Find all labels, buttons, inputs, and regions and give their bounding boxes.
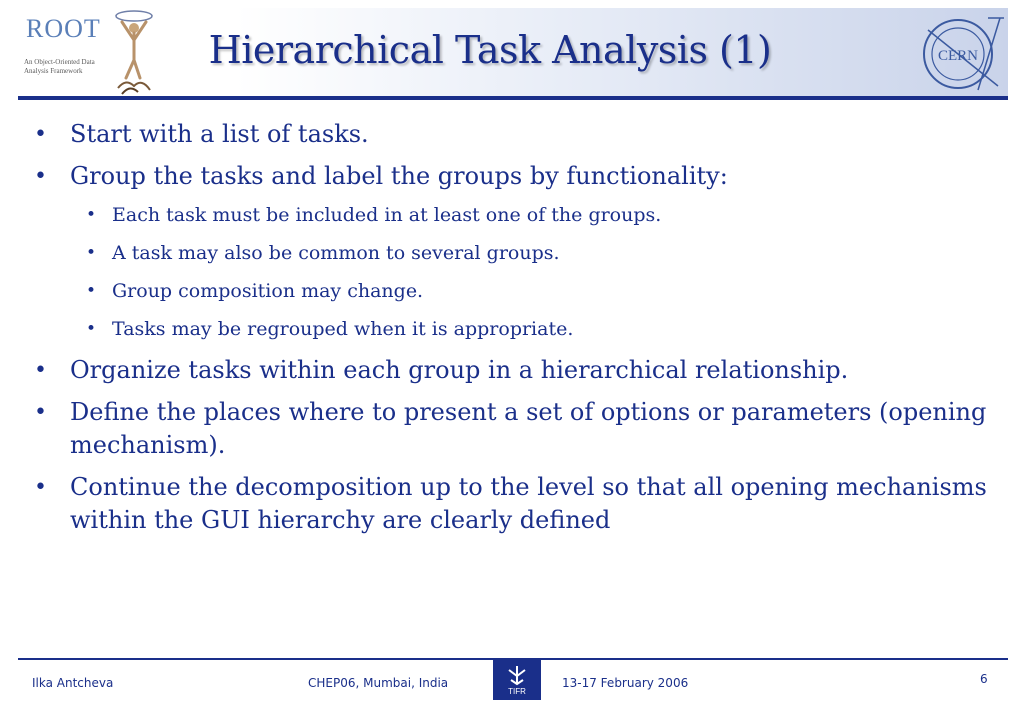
root-logo <box>18 8 158 96</box>
root-figure-icon <box>104 8 158 96</box>
bullet-text: Group the tasks and label the groups by functionality: <box>70 162 728 190</box>
bullet-marker: • <box>34 122 47 147</box>
root-logo-tagline: An Object-Oriented Data Analysis Framework <box>24 58 95 75</box>
bullet-item <box>28 118 988 151</box>
bullet-item <box>28 471 988 537</box>
bullet-text: Start with a list of tasks. <box>70 120 369 148</box>
root-logo-text: ROOT <box>26 14 101 43</box>
header-divider <box>18 96 1008 100</box>
footer-dates: 13-17 February 2006 <box>562 676 689 690</box>
bullet-text: Organize tasks within each group in a hierarchical relationship. <box>70 356 849 384</box>
bullet-marker: • <box>34 358 47 383</box>
cern-logo-icon <box>918 10 1008 96</box>
bullet-item <box>28 278 988 304</box>
bullet-text: Group composition may change. <box>112 280 424 302</box>
bullet-item <box>28 396 988 462</box>
bullet-marker: • <box>34 400 47 425</box>
bullet-marker: • <box>86 205 97 225</box>
bullet-item <box>28 160 988 193</box>
bullet-marker: • <box>86 281 97 301</box>
bullet-text: Tasks may be regrouped when it is appropriate. <box>112 318 574 340</box>
bullet-text: Continue the decomposition up to the level so that all opening mechanisms within the GUI hierarchy are clearly defined <box>70 473 987 534</box>
bullet-item <box>28 354 988 387</box>
bullet-text: Each task must be included in at least one of the groups. <box>112 204 662 226</box>
bullet-list <box>28 118 988 546</box>
cern-logo-text: CERN <box>937 48 979 64</box>
footer-event: CHEP06, Mumbai, India <box>308 676 449 690</box>
bullet-marker: • <box>34 164 47 189</box>
bullet-marker: • <box>86 243 97 263</box>
bullet-text: A task may also be common to several groups. <box>112 242 560 264</box>
page-number: 6 <box>980 672 988 686</box>
bullet-marker: • <box>34 475 47 500</box>
bullet-item <box>28 316 988 342</box>
bullet-text: Define the places where to present a set of options or parameters (opening mechanism). <box>70 398 987 459</box>
tifr-logo-text: TIFR <box>508 687 526 696</box>
bullet-marker: • <box>86 319 97 339</box>
bullet-item <box>28 202 988 228</box>
bullet-item <box>28 240 988 266</box>
tifr-logo-icon <box>493 660 541 700</box>
slide-title: Hierarchical Task Analysis (1) <box>208 28 772 72</box>
footer-author: Ilka Antcheva <box>32 676 114 690</box>
